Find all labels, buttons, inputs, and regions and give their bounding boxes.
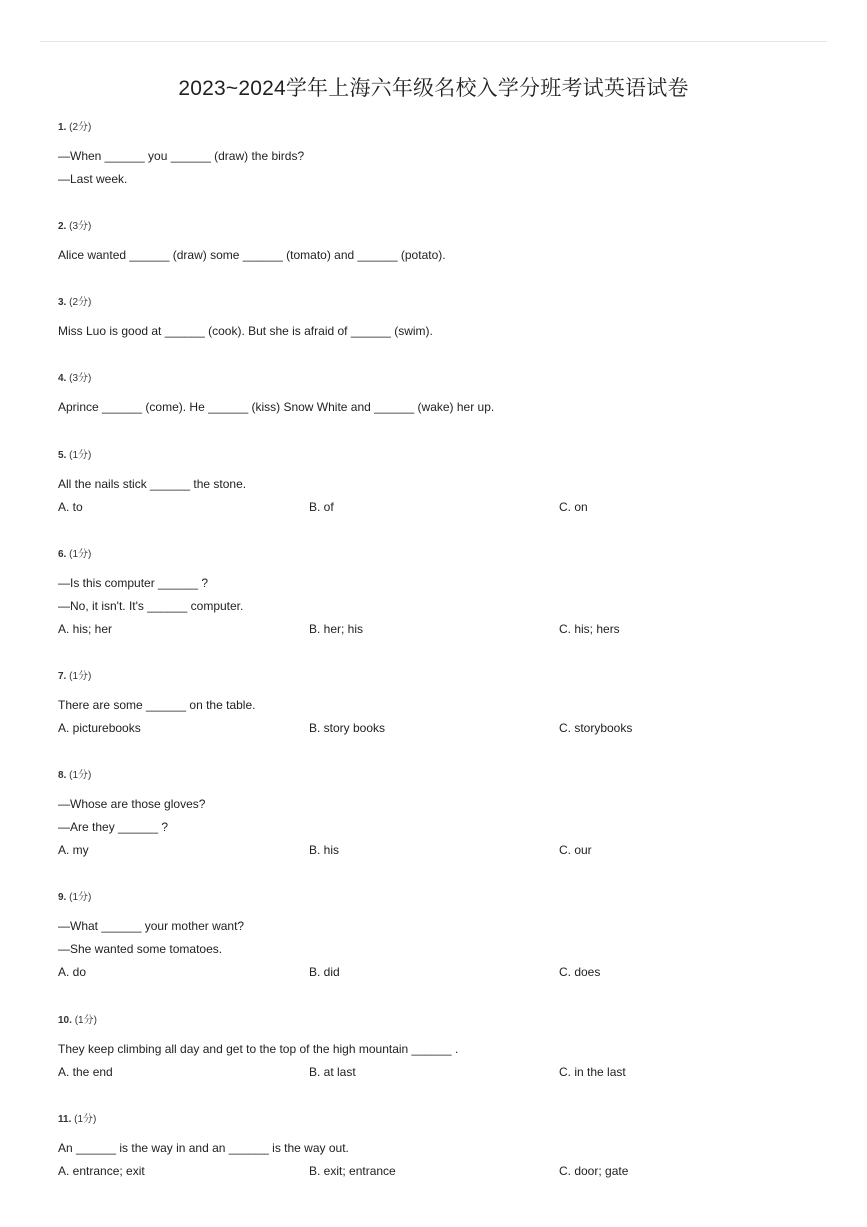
question-header	[58, 669, 818, 685]
option-b[interactable]: B. his	[309, 843, 340, 857]
question-text-line: Miss Luo is good at ______ (cook). But she is afraid of ______ (swim).	[58, 324, 433, 338]
option-a[interactable]: A. picturebooks	[58, 721, 141, 735]
question-score: (1分)	[69, 770, 92, 781]
question-number: 4.	[58, 373, 67, 384]
answer-options	[58, 499, 818, 522]
question-3	[58, 295, 818, 346]
question-number: 7.	[58, 671, 67, 682]
question-number: 11.	[58, 1114, 72, 1125]
option-c[interactable]: C. storybooks	[559, 721, 633, 735]
answer-options	[58, 964, 818, 987]
page-title: 2023~2024学年上海六年级名校入学分班考试英语试卷	[178, 77, 689, 100]
answer-options	[58, 1163, 818, 1186]
question-text-line: All the nails stick ______ the stone.	[58, 477, 247, 491]
question-11	[58, 1112, 818, 1186]
question-number: 5.	[58, 450, 67, 461]
question-score: (1分)	[74, 1015, 97, 1026]
question-number: 8.	[58, 770, 67, 781]
question-8	[58, 768, 818, 865]
question-number: 9.	[58, 892, 67, 903]
option-b[interactable]: B. did	[309, 965, 340, 979]
question-text-line: —Are they ______ ?	[58, 820, 169, 834]
question-7	[58, 669, 818, 743]
question-header	[58, 219, 818, 235]
question-number: 6.	[58, 549, 67, 560]
question-header	[58, 120, 818, 136]
option-c[interactable]: C. door; gate	[559, 1164, 629, 1178]
answer-options	[58, 720, 818, 743]
question-text-line: They keep climbing all day and get to the top of the high mountain ______ .	[58, 1042, 459, 1056]
option-b[interactable]: B. of	[309, 500, 334, 514]
question-text-line: —She wanted some tomatoes.	[58, 942, 223, 956]
question-6	[58, 547, 818, 644]
question-header	[58, 547, 818, 563]
question-text-line: Alice wanted ______ (draw) some ______ (tomato) and ______ (potato).	[58, 248, 446, 262]
option-b[interactable]: B. exit; entrance	[309, 1164, 396, 1178]
question-header	[58, 768, 818, 784]
question-text-line: —When ______ you ______ (draw) the birds?	[58, 149, 305, 163]
option-c[interactable]: C. does	[559, 965, 601, 979]
question-text-line: —Last week.	[58, 172, 128, 186]
question-10	[58, 1013, 818, 1087]
question-score: (1分)	[69, 671, 92, 682]
question-score: (1分)	[74, 1114, 97, 1125]
question-4	[58, 371, 818, 422]
question-header	[58, 371, 818, 387]
option-a[interactable]: A. his; her	[58, 622, 113, 636]
option-b[interactable]: B. story books	[309, 721, 386, 735]
option-a[interactable]: A. do	[58, 965, 87, 979]
question-score: (2分)	[69, 122, 92, 133]
question-header	[58, 1013, 818, 1029]
option-b[interactable]: B. at last	[309, 1065, 356, 1079]
question-2	[58, 219, 818, 270]
question-5	[58, 448, 818, 522]
question-text-line: Aprince ______ (come). He ______ (kiss) Snow White and ______ (wake) her up.	[58, 400, 495, 414]
option-c[interactable]: C. in the last	[559, 1065, 626, 1079]
question-score: (1分)	[69, 450, 92, 461]
option-c[interactable]: C. on	[559, 500, 588, 514]
answer-options	[58, 621, 818, 644]
option-c[interactable]: C. our	[559, 843, 592, 857]
question-text-line: —Whose are those gloves?	[58, 797, 206, 811]
question-header	[58, 1112, 818, 1128]
answer-options	[58, 1064, 818, 1087]
question-9	[58, 890, 818, 987]
question-text-line: —What ______ your mother want?	[58, 919, 245, 933]
option-c[interactable]: C. his; hers	[559, 622, 620, 636]
option-a[interactable]: A. the end	[58, 1065, 113, 1079]
question-header	[58, 448, 818, 464]
question-number: 2.	[58, 221, 67, 232]
question-score: (1分)	[69, 892, 92, 903]
option-a[interactable]: A. entrance; exit	[58, 1164, 145, 1178]
option-b[interactable]: B. her; his	[309, 622, 364, 636]
question-1	[58, 120, 818, 194]
question-text-line: —No, it isn't. It's ______ computer.	[58, 599, 244, 613]
question-text-line: There are some ______ on the table.	[58, 698, 256, 712]
question-score: (1分)	[69, 549, 92, 560]
question-score: (2分)	[69, 297, 92, 308]
question-number: 10.	[58, 1015, 72, 1026]
question-score: (3分)	[69, 221, 92, 232]
question-number: 1.	[58, 122, 67, 133]
question-text-line: An ______ is the way in and an ______ is the way out.	[58, 1141, 349, 1155]
question-number: 3.	[58, 297, 67, 308]
option-a[interactable]: A. my	[58, 843, 89, 857]
header-divider	[40, 41, 827, 42]
question-header	[58, 295, 818, 311]
question-header	[58, 890, 818, 906]
question-score: (3分)	[69, 373, 92, 384]
answer-options	[58, 842, 818, 865]
option-a[interactable]: A. to	[58, 500, 83, 514]
question-text-line: —Is this computer ______ ?	[58, 576, 209, 590]
